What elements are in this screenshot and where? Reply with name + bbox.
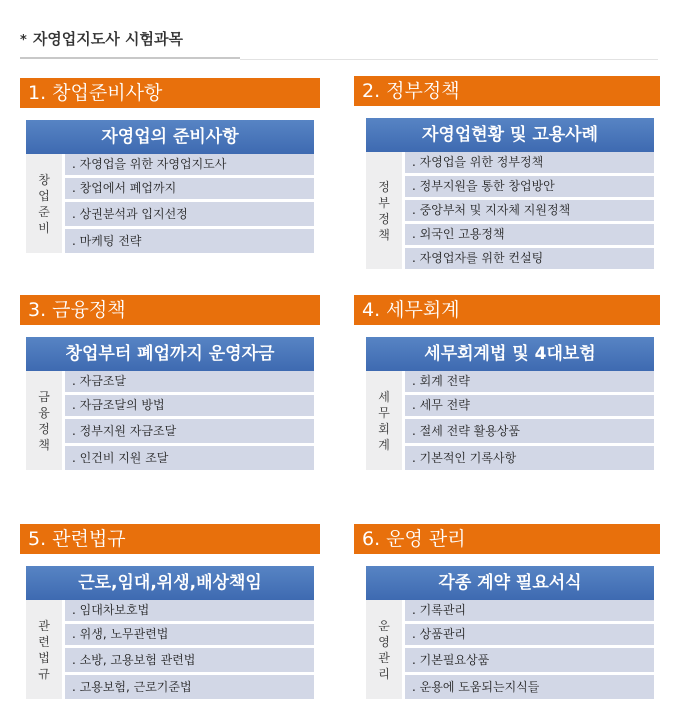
bullet-marker: * bbox=[20, 33, 27, 48]
list-item: . 기본필요상품 bbox=[402, 648, 654, 672]
section-gov-policy bbox=[360, 76, 660, 269]
section-title: 5. 관련법규 bbox=[20, 524, 320, 554]
item-list bbox=[402, 371, 654, 470]
list-item: . 자금조달 bbox=[62, 371, 314, 392]
section-body bbox=[366, 371, 654, 470]
side-label: 창업준비 bbox=[26, 154, 62, 253]
side-label: 관련법규 bbox=[26, 600, 62, 699]
list-item: . 운용에 도움되는지식들 bbox=[402, 675, 654, 699]
section-title: 2. 정부정책 bbox=[354, 76, 660, 106]
list-item: . 자금조달의 방법 bbox=[62, 395, 314, 416]
list-item: . 소방, 고용보험 관련법 bbox=[62, 648, 314, 672]
side-label: 정부정책 bbox=[366, 152, 402, 269]
page-title-text: 자영업지도사 시험과목 bbox=[32, 30, 183, 48]
list-item: . 기본적인 기록사항 bbox=[402, 446, 654, 470]
section-heading-bar: 창업부터 폐업까지 운영자금 bbox=[26, 337, 314, 371]
side-label: 세무회계 bbox=[366, 371, 402, 470]
item-list bbox=[62, 600, 314, 699]
item-list bbox=[62, 371, 314, 470]
section-title: 1. 창업준비사항 bbox=[20, 78, 320, 108]
section-title: 4. 세무회계 bbox=[354, 295, 660, 325]
list-item: . 자영업을 위한 자영업지도사 bbox=[62, 154, 314, 175]
item-list bbox=[62, 154, 314, 253]
item-list bbox=[402, 152, 654, 269]
section-heading-bar: 자영업현황 및 고용사례 bbox=[366, 118, 654, 152]
section-heading-bar: 각종 계약 필요서식 bbox=[366, 566, 654, 600]
list-item: . 정부지원을 통한 창업방안 bbox=[402, 176, 654, 197]
section-title: 3. 금융정책 bbox=[20, 295, 320, 325]
section-regulations bbox=[20, 524, 320, 699]
list-item: . 중앙부처 및 지자체 지원정책 bbox=[402, 200, 654, 221]
section-body bbox=[26, 600, 314, 699]
section-heading-bar: 세무회계법 및 4대보험 bbox=[366, 337, 654, 371]
section-body bbox=[26, 371, 314, 470]
item-list bbox=[402, 600, 654, 699]
side-label: 금융정책 bbox=[26, 371, 62, 470]
list-item: . 정부지원 자금조달 bbox=[62, 419, 314, 443]
list-item: . 창업에서 폐업까지 bbox=[62, 178, 314, 199]
list-item: . 외국인 고용정책 bbox=[402, 224, 654, 245]
section-body bbox=[366, 152, 654, 269]
section-startup-prep bbox=[20, 78, 320, 253]
section-body bbox=[366, 600, 654, 699]
list-item: . 상권분석과 입지선정 bbox=[62, 202, 314, 226]
page-title bbox=[20, 28, 240, 59]
list-item: . 위생, 노무관련법 bbox=[62, 624, 314, 645]
header-divider bbox=[240, 59, 658, 60]
list-item: . 상품관리 bbox=[402, 624, 654, 645]
section-title: 6. 운영 관리 bbox=[354, 524, 660, 554]
list-item: . 마케팅 전략 bbox=[62, 229, 314, 253]
section-body bbox=[26, 154, 314, 253]
list-item: . 자영업자를 위한 컨설팅 bbox=[402, 248, 654, 269]
section-operations bbox=[360, 524, 660, 699]
list-item: . 자영업을 위한 정부정책 bbox=[402, 152, 654, 173]
list-item: . 고용보험, 근로기준법 bbox=[62, 675, 314, 699]
list-item: . 기록관리 bbox=[402, 600, 654, 621]
list-item: . 회계 전략 bbox=[402, 371, 654, 392]
list-item: . 절세 전략 활용상품 bbox=[402, 419, 654, 443]
section-heading-bar: 근로,임대,위생,배상책임 bbox=[26, 566, 314, 600]
list-item: . 인건비 지원 조달 bbox=[62, 446, 314, 470]
section-tax-accounting bbox=[360, 295, 660, 470]
side-label: 운영관리 bbox=[366, 600, 402, 699]
list-item: . 임대차보호법 bbox=[62, 600, 314, 621]
list-item: . 세무 전략 bbox=[402, 395, 654, 416]
section-finance-policy bbox=[20, 295, 320, 470]
section-heading-bar: 자영업의 준비사항 bbox=[26, 120, 314, 154]
